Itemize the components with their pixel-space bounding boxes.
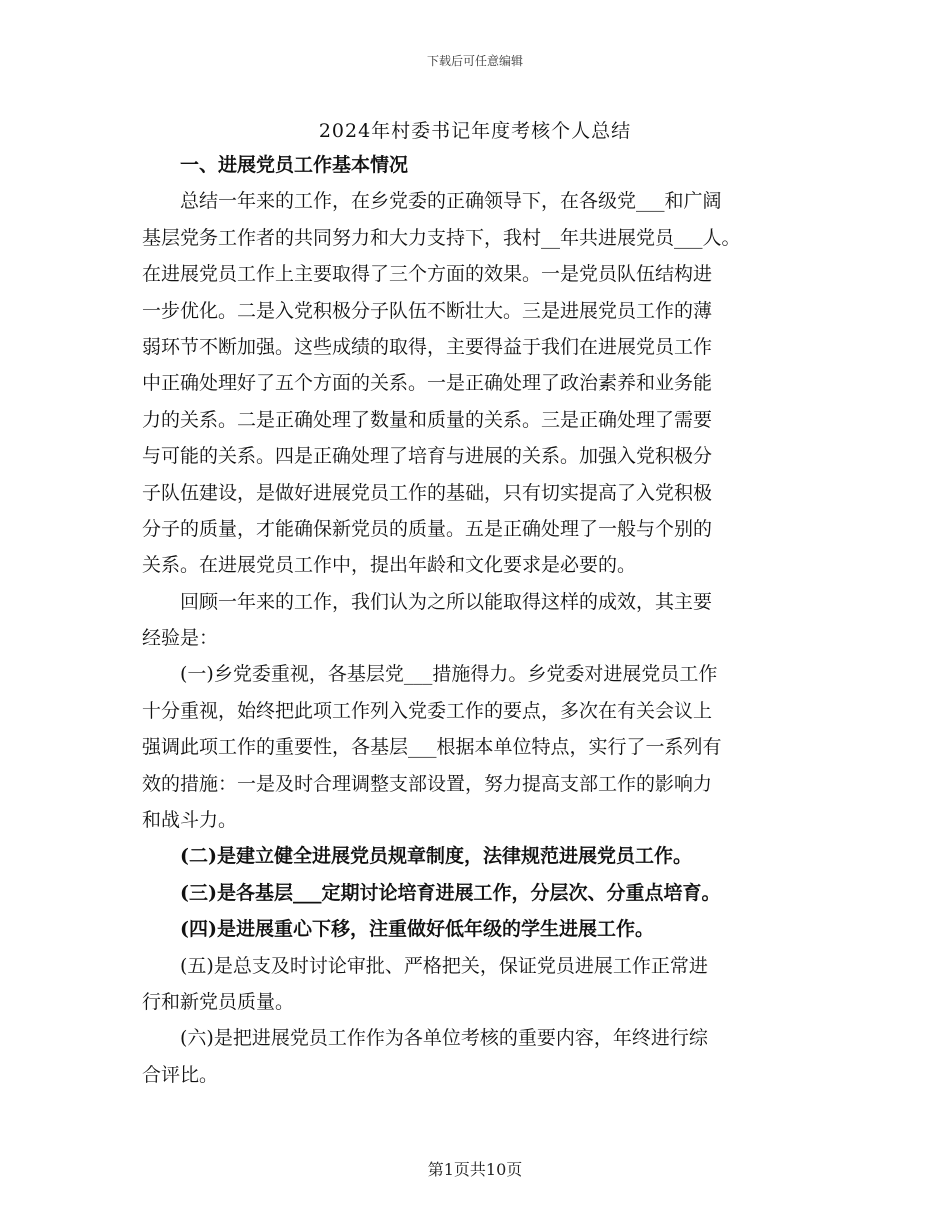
body-line: 效的措施：一是及时合理调整支部设置，努力提高支部工作的影响力 [142,772,713,795]
body-line: 强调此项工作的重要性，各基层___根据本单位特点，实行了一系列有 [142,736,722,759]
bold-point: (二)是建立健全进展党员规章制度，法律规范进展党员工作。 [180,845,692,868]
section-heading: 一、进展党员工作基本情况 [180,154,409,176]
body-line: 在进展党员工作上主要取得了三个方面的效果。一是党员队伍结构进 [142,263,713,286]
bold-point: (三)是各基层___定期讨论培育进展工作，分层次、分重点培育。 [180,881,721,904]
body-line: 分子的质量，才能确保新党员的质量。五是正确处理了一般与个别的 [142,517,713,540]
body-line: 子队伍建设，是做好进展党员工作的基础，只有切实提高了入党积极 [142,481,713,504]
page-footer: 第1页共10页 [427,1160,523,1179]
body-line: 总结一年来的工作，在乡党委的正确领导下，在各级党___和广阔 [180,190,722,213]
body-line: 力的关系。二是正确处理了数量和质量的关系。三是正确处理了需要 [142,408,713,431]
body-line: 基层党务工作者的共同努力和大力支持下，我村__年共进展党员___人。 [142,226,741,249]
bold-point: (四)是进展重心下移，注重做好低年级的学生进展工作。 [180,918,654,941]
body-line: (五)是总支及时讨论审批、严格把关，保证党员进展工作正常进 [180,954,708,977]
body-line: 回顾一年来的工作，我们认为之所以能取得这样的成效，其主要 [180,590,713,613]
body-line: 中正确处理好了五个方面的关系。一是正确处理了政治素养和业务能 [142,372,713,395]
body-line: 一步优化。二是入党积极分子队伍不断壮大。三是进展党员工作的薄 [142,299,713,322]
body-line: 合评比。 [142,1063,219,1086]
document-title: 2024年村委书记年度考核个人总结 [318,120,632,142]
page-header-note: 下载后可任意编辑 [426,54,523,68]
body-line: 弱环节不断加强。这些成绩的取得，主要得益于我们在进展党员工作 [142,335,713,358]
body-line: 与可能的关系。四是正确处理了培育与进展的关系。加强入党积极分 [142,445,713,468]
document-body [142,147,810,1093]
body-line: 行和新党员质量。 [142,990,295,1013]
body-line: (六)是把进展党员工作作为各单位考核的重要内容，年终进行综 [180,1027,708,1050]
body-line: 十分重视，始终把此项工作列入党委工作的要点，多次在有关会议上 [142,699,713,722]
body-line: 和战斗力。 [142,809,238,832]
body-line: 经验是： [142,627,219,650]
body-line: (一)乡党委重视，各基层党___措施得力。乡党委对进展党员工作 [180,663,718,686]
body-line: 关系。在进展党员工作中，提出年龄和文化要求是必要的。 [142,554,637,577]
